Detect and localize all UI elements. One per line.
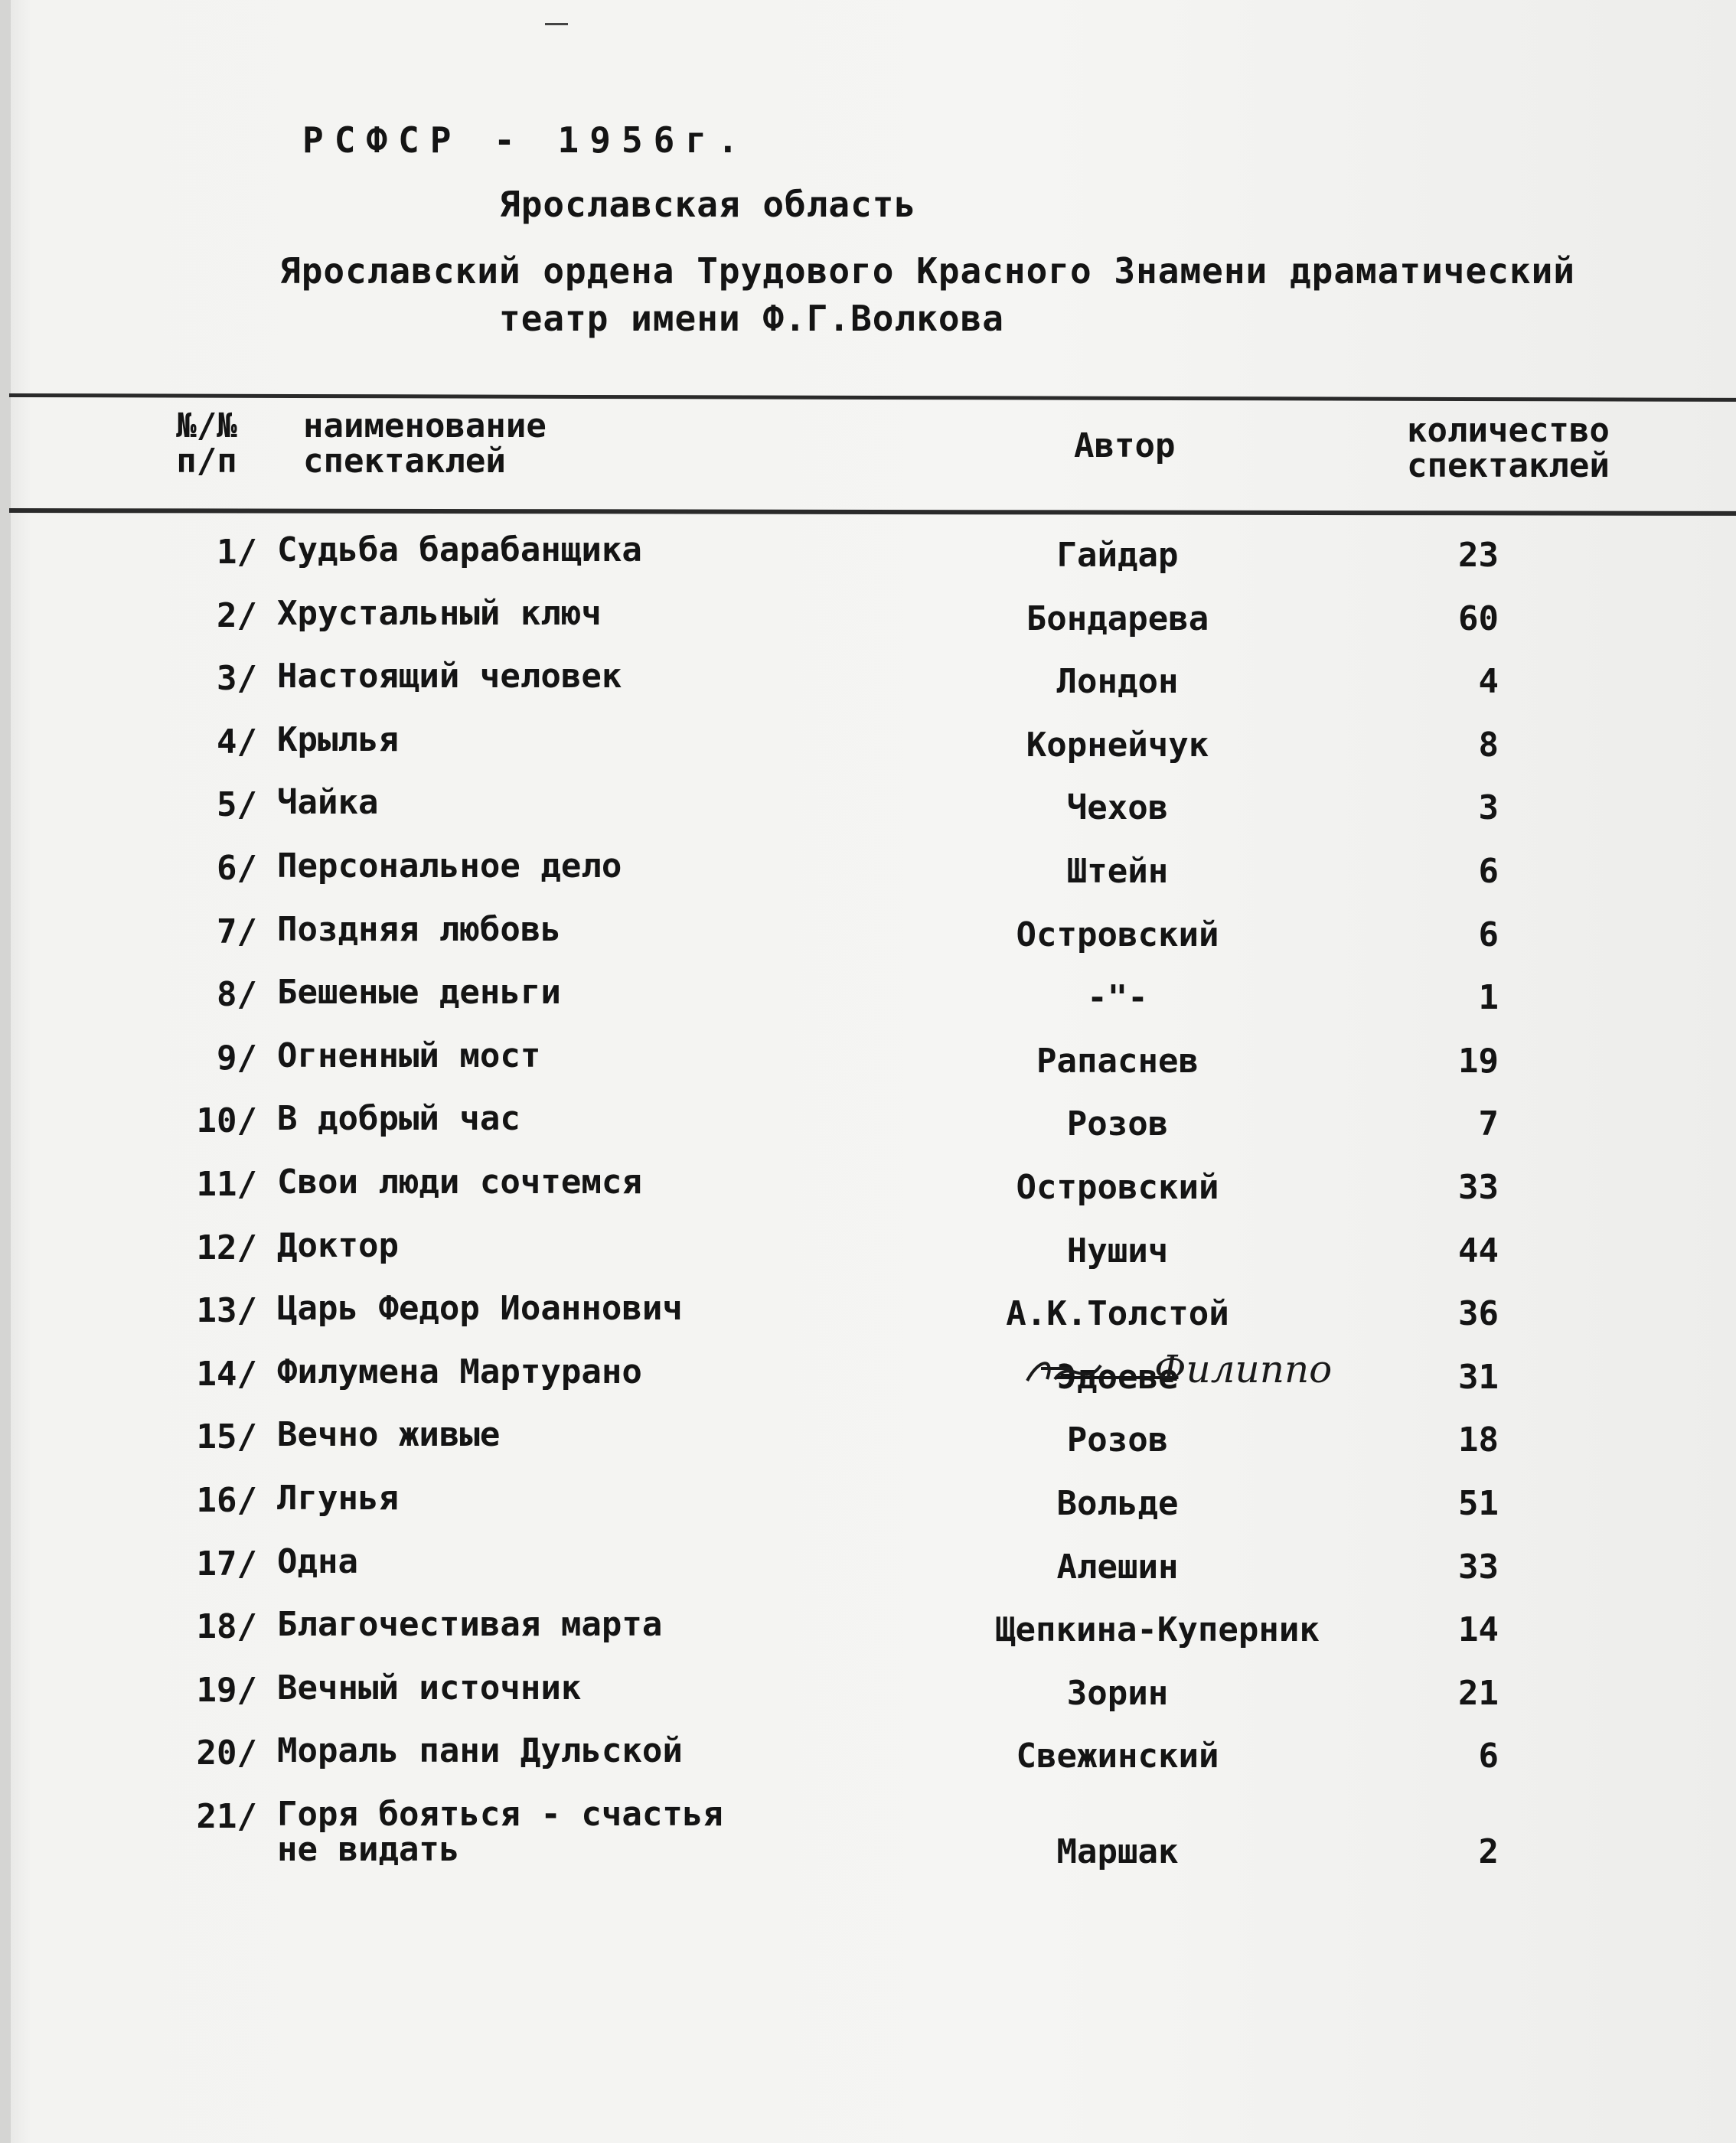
table-row	[0, 659, 1736, 720]
row-number: 14/	[196, 1354, 257, 1394]
row-author: Маршак	[1056, 1832, 1179, 1871]
row-title: Бешеные деньги	[277, 973, 561, 1013]
row-title: Лгунья	[277, 1479, 399, 1518]
row-number: 2/	[217, 595, 257, 635]
row-title: Горя бояться - счастья не видать	[277, 1795, 723, 1869]
row-count: 6	[1478, 915, 1499, 954]
row-title: Вечно живые	[277, 1415, 501, 1455]
table-row	[0, 846, 1736, 910]
table-row	[0, 975, 1736, 1036]
row-count: 14	[1458, 1610, 1499, 1650]
row-author: Розов	[1066, 1104, 1169, 1144]
table-row	[0, 530, 1736, 594]
row-title: Вечный источник	[277, 1668, 582, 1708]
column-header-title: наименование спектаклей	[303, 406, 547, 481]
row-count: 19	[1458, 1041, 1499, 1081]
table-row	[0, 593, 1736, 657]
row-author: Корнейчук	[1026, 725, 1209, 765]
row-author: Эдоеве	[1056, 1357, 1179, 1397]
table-row	[0, 1101, 1736, 1163]
row-number: 3/	[217, 659, 257, 699]
row-number: 9/	[217, 1038, 257, 1078]
row-title: Свои люди сочтемся	[277, 1163, 642, 1202]
row-author: Алешин	[1056, 1547, 1179, 1587]
row-title: Судьба барабанщика	[277, 530, 642, 569]
header-republic-year: РСФСР - 1956г.	[302, 119, 749, 161]
table-row	[0, 1352, 1736, 1416]
table-row	[0, 1291, 1736, 1352]
row-number: 15/	[196, 1417, 257, 1457]
row-title: Доктор	[277, 1225, 399, 1265]
row-number: 13/	[196, 1291, 257, 1331]
row-count: 4	[1478, 662, 1499, 702]
table-row	[0, 1795, 1736, 1871]
row-author: Нушич	[1066, 1231, 1169, 1270]
row-number: 18/	[196, 1607, 257, 1647]
row-count: 51	[1458, 1484, 1499, 1523]
column-header-number: №/№ п/п	[176, 406, 237, 481]
table-row	[0, 1731, 1736, 1795]
row-title: Поздняя любовь	[277, 909, 561, 949]
row-author: Вольде	[1056, 1484, 1179, 1523]
row-number: 11/	[196, 1165, 257, 1204]
row-title: Хрустальный ключ	[277, 593, 602, 633]
table-row	[0, 1668, 1736, 1732]
row-number: 17/	[196, 1544, 257, 1584]
header-region: Ярославская область	[499, 184, 917, 225]
row-author: Островский	[1016, 1168, 1219, 1207]
row-author: -"-	[1087, 978, 1148, 1018]
row-author: Бондарева	[1026, 599, 1209, 638]
row-author: Гайдар	[1056, 536, 1179, 575]
row-count: 44	[1458, 1231, 1499, 1270]
row-count: 3	[1478, 788, 1499, 828]
row-title: Огненный мост	[277, 1036, 541, 1075]
handwritten-note: Филиппо	[1154, 1347, 1333, 1391]
row-author: Свежинский	[1016, 1737, 1219, 1776]
row-number: 4/	[217, 722, 257, 762]
row-author: Штейн	[1066, 852, 1169, 891]
row-count: 6	[1478, 1737, 1499, 1776]
row-count: 7	[1478, 1104, 1499, 1144]
table-row	[0, 1417, 1736, 1479]
row-title: Одна	[277, 1541, 358, 1581]
row-title: Персональное дело	[277, 846, 622, 886]
column-header-author: Автор	[1074, 426, 1176, 465]
row-author: Лондон	[1056, 662, 1179, 702]
row-author: Чехов	[1066, 788, 1169, 828]
table-row	[0, 1225, 1736, 1290]
header-theatre-line1: Ярославский ордена Трудового Красного Знамени драматический	[279, 250, 1575, 292]
row-author: Розов	[1066, 1421, 1169, 1460]
row-title: Благочестивая марта	[277, 1605, 663, 1645]
row-author: Щепкина-Куперник	[995, 1610, 1320, 1650]
row-count: 1	[1478, 978, 1499, 1018]
row-author: Рапаснев	[1036, 1041, 1199, 1081]
table-row	[0, 1165, 1736, 1226]
row-number: 16/	[196, 1481, 257, 1520]
row-author: Островский	[1016, 915, 1219, 954]
row-number: 21/	[196, 1797, 257, 1836]
handwritten-annotation	[1024, 1342, 1384, 1396]
row-number: 10/	[196, 1101, 257, 1141]
row-title: Настоящий человек	[277, 657, 622, 696]
row-count: 18	[1458, 1421, 1499, 1460]
table-row	[0, 1607, 1736, 1668]
row-title: Филумена Мартурано	[277, 1352, 642, 1391]
row-count: 33	[1458, 1547, 1499, 1587]
row-count: 21	[1458, 1673, 1499, 1713]
row-number: 12/	[196, 1228, 257, 1267]
row-title: Чайка	[277, 783, 379, 823]
row-title: Крылья	[277, 719, 399, 759]
row-title: Мораль пани Дульской	[277, 1731, 683, 1771]
row-title: Царь Федор Иоаннович	[277, 1289, 683, 1329]
row-number: 20/	[196, 1734, 257, 1773]
table-row	[0, 1541, 1736, 1606]
table-row	[0, 909, 1736, 974]
column-header-count: количество спектаклей	[1407, 411, 1610, 485]
row-count: 8	[1478, 725, 1499, 765]
row-author: Зорин	[1066, 1673, 1169, 1713]
row-count: 23	[1458, 536, 1499, 575]
row-count: 6	[1478, 852, 1499, 891]
row-number: 8/	[217, 975, 257, 1015]
row-count: 60	[1458, 599, 1499, 638]
table-row	[0, 785, 1736, 846]
row-count: 31	[1458, 1357, 1499, 1397]
table-row	[0, 719, 1736, 784]
table-row	[0, 1036, 1736, 1100]
header-theatre-line2: театр имени Ф.Г.Волкова	[499, 298, 1004, 339]
row-count: 36	[1458, 1294, 1499, 1334]
row-title: В добрый час	[277, 1099, 520, 1139]
row-number: 7/	[217, 912, 257, 951]
table-row	[0, 1481, 1736, 1542]
row-author: А.К.Толстой	[1006, 1294, 1229, 1334]
row-count: 2	[1478, 1832, 1499, 1871]
row-number: 5/	[217, 785, 257, 825]
row-number: 1/	[217, 533, 257, 572]
row-number: 19/	[196, 1670, 257, 1710]
row-count: 33	[1458, 1168, 1499, 1207]
row-number: 6/	[217, 849, 257, 888]
